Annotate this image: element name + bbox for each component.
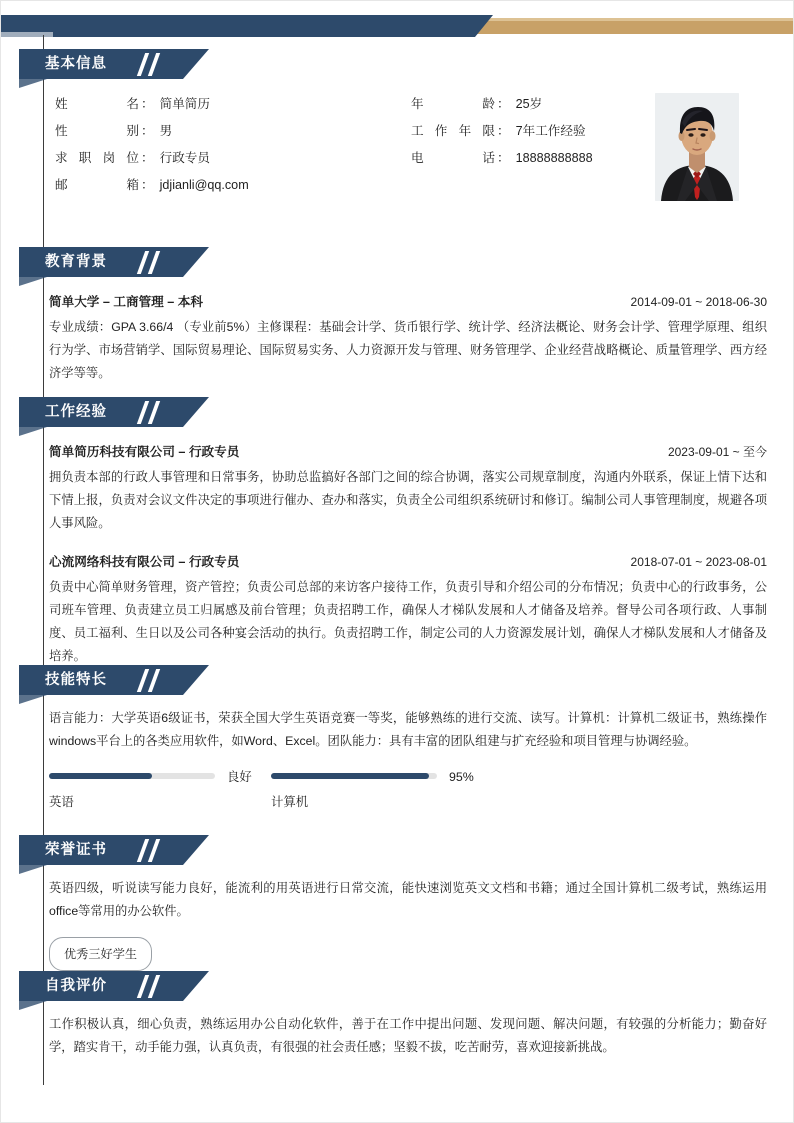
- self-body: [49, 1001, 767, 1059]
- info-label-gender: 性别: [55, 124, 139, 138]
- info-colon: ：: [497, 97, 510, 111]
- education-entry-desc: 专业成绩：GPA 3.66/4 （专业前5%）主修课程：基础会计学、货币银行学、统计学、经济法概论、财务会计学、管理学原理、组织行为学、市场营销学、国际贸易理论、国际贸易实务、人力资源开发与管理、财务管理学、企业经营战略概论、质量管理学、西方经济学等等。: [49, 320, 767, 380]
- info-row-email: [55, 174, 249, 201]
- info-colon: ：: [497, 151, 510, 165]
- section-title-education: 教育背景: [45, 254, 107, 270]
- info-value-name: 简单简历: [159, 97, 210, 111]
- education-entry-date: 2014-09-01 ~ 2018-06-30: [630, 295, 767, 309]
- education-entry-title: 简单大学 – 工商管理 – 本科: [49, 295, 203, 309]
- work-entry: [49, 439, 767, 535]
- education-body: [49, 277, 767, 385]
- work-entry-desc: 拥负责本部的行政人事管理和日常事务，协助总监搞好各部门之间的综合协调，落实公司规章制度，沟通内外联系，保证上情下达和下情上报，负责对会议文件决定的事项进行催办、查办和落实，负责全公司组织系统研讨和修订。编制公司人事管理制度，规避各项人事风险。: [49, 470, 767, 530]
- skills-desc: 语言能力：大学英语6级证书，荣获全国大学生英语竞赛一等奖，能够熟练的进行交流、读写。计算机：计算机二级证书，熟练操作windows平台上的各类应用软件，如Word、Excel。团队能力：具有丰富的团队组建与扩充经验和项目管理与协调经验。: [49, 711, 767, 748]
- skill-level-label: 良好: [227, 770, 252, 784]
- section-header-basic: [19, 49, 269, 79]
- info-colon: ：: [141, 151, 154, 165]
- info-row-age: [411, 93, 593, 120]
- info-colon: ：: [141, 178, 154, 192]
- info-row-gender: [55, 120, 249, 147]
- info-value-age: 25岁: [515, 97, 543, 111]
- info-label-email: 邮箱: [55, 178, 139, 192]
- honors-tag-list: [49, 937, 767, 971]
- skill-fill: [271, 773, 429, 779]
- info-value-position: 行政专员: [159, 151, 210, 165]
- section-tab-fold: [19, 865, 47, 874]
- section-tab-fold: [19, 277, 47, 286]
- banner-navy-bar: [1, 15, 493, 37]
- honors-body: [49, 865, 767, 971]
- honor-tag[interactable]: 优秀三好学生: [49, 937, 152, 971]
- section-title-skills: 技能特长: [45, 672, 107, 688]
- work-entry-desc: 负责中心简单财务管理，资产管控；负责公司总部的来访客户接待工作，负责引导和介绍公司的分布情况；负责中心的行政事务，公司班车管理、负责建立员工归属感及前台管理；负责招聘工作，确保人才梯队发展和人才储备及培养。督导公司各项行政、人事制度、员工福利、生日以及公司各种宴会活动的执行。负责招聘工作，制定公司的人力资源发展计划，确保人才梯队发展和人才储备及培养。: [49, 580, 767, 663]
- skill-bars: [49, 767, 767, 811]
- info-colon: ：: [141, 97, 154, 111]
- skill-name: 英语: [49, 795, 74, 809]
- section-title-basic: 基本信息: [45, 56, 107, 72]
- section-honors: [1, 835, 794, 971]
- section-title-work: 工作经验: [45, 404, 107, 420]
- info-colon: ：: [141, 124, 154, 138]
- top-decorative-banner: [1, 15, 794, 37]
- info-label-experience-years: 工作年限: [411, 124, 495, 138]
- profile-photo-illustration: [655, 93, 739, 201]
- section-header-skills: [19, 665, 269, 695]
- banner-gold-highlight: [471, 18, 794, 21]
- info-label-phone: 电话: [411, 151, 495, 165]
- section-skills: [1, 665, 794, 811]
- honors-desc: 英语四级，听说读写能力良好，能流利的用英语进行日常交流，能快速浏览英文文档和书籍；通过全国计算机二级考试，熟练运用office等常用的办公软件。: [49, 881, 767, 918]
- section-tab-fold: [19, 1001, 47, 1010]
- section-header-honors: [19, 835, 269, 865]
- education-entry: [49, 289, 767, 385]
- work-entry: [49, 549, 767, 668]
- work-entry-title: 简单简历科技有限公司 – 行政专员: [49, 445, 240, 459]
- skill-track: [49, 773, 215, 779]
- section-title-honors: 荣誉证书: [45, 842, 107, 858]
- work-entry-head: [49, 439, 767, 463]
- section-header-self: [19, 971, 269, 1001]
- skill-level-label: 95%: [449, 770, 474, 784]
- basic-info-right-column: [411, 93, 593, 174]
- work-entry-title: 心流网络科技有限公司 – 行政专员: [49, 555, 240, 569]
- work-entry-head: [49, 549, 767, 573]
- self-desc: 工作积极认真，细心负责，熟练运用办公自动化软件，善于在工作中提出问题、发现问题、解决问题，有较强的分析能力；勤奋好学，踏实肯干，动手能力强，认真负责，有很强的社会责任感；坚毅不拔，吃苦耐劳，喜欢迎接新挑战。: [49, 1017, 767, 1054]
- info-value-email: jdjianli@qq.com: [159, 178, 249, 192]
- section-tab-fold: [19, 427, 47, 436]
- info-label-position: 求职岗位: [55, 151, 139, 165]
- banner-navy-notch: [1, 32, 53, 37]
- section-header-education: [19, 247, 269, 277]
- education-entry-head: [49, 289, 767, 313]
- info-row-experience-years: [411, 120, 593, 147]
- skill-name: 计算机: [271, 795, 309, 809]
- section-self-evaluation: [1, 971, 794, 1059]
- basic-info-grid: [49, 79, 767, 211]
- info-row-phone: [411, 147, 593, 174]
- skill-fill: [49, 773, 152, 779]
- info-label-age: 年龄: [411, 97, 495, 111]
- section-tab-fold: [19, 695, 47, 704]
- skills-body: [49, 695, 767, 811]
- basic-info-left-column: [55, 93, 249, 201]
- info-colon: ：: [497, 124, 510, 138]
- info-value-experience-years: 7年工作经验: [515, 124, 586, 138]
- info-label-name: 姓名: [55, 97, 139, 111]
- profile-photo: [655, 93, 739, 201]
- work-body: [49, 427, 767, 668]
- section-title-self: 自我评价: [45, 978, 107, 994]
- info-row-position: [55, 147, 249, 174]
- info-row-name: [55, 93, 249, 120]
- section-work-experience: [1, 397, 794, 668]
- work-entry-date: 2023-09-01 ~ 至今: [667, 445, 767, 459]
- skill-track: [271, 773, 437, 779]
- section-basic-info: [1, 49, 794, 211]
- info-value-gender: 男: [159, 124, 173, 138]
- work-entry-date: 2018-07-01 ~ 2023-08-01: [630, 555, 767, 569]
- section-tab-fold: [19, 79, 47, 88]
- info-value-phone: 18888888888: [515, 151, 593, 165]
- section-header-work: [19, 397, 269, 427]
- section-education: [1, 247, 794, 385]
